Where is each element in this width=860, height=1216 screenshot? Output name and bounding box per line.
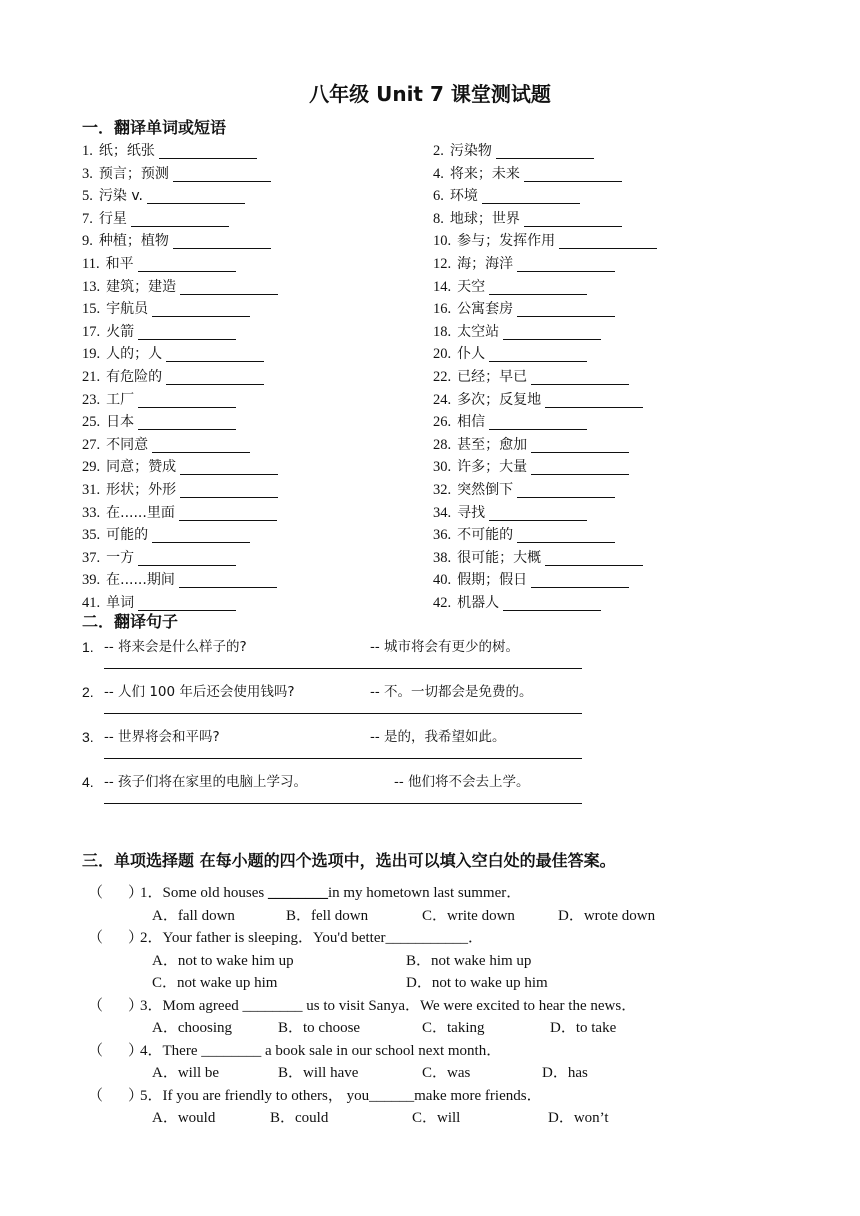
answer-line[interactable] (104, 713, 582, 714)
vocab-number: 13. (82, 278, 101, 295)
answer-blank[interactable] (489, 504, 587, 521)
vocab-item (82, 343, 264, 365)
options-row (88, 905, 688, 928)
sentence-question: -- 孩子们将在家里的电脑上学习。 (104, 774, 308, 790)
vocab-number: 31. (82, 481, 101, 498)
vocab-number: 11. (82, 255, 100, 272)
answer-blank[interactable] (489, 345, 587, 362)
vocab-prompt: 公寓套房 (457, 301, 514, 318)
vocab-number: 5. (82, 188, 93, 205)
vocab-number: 36. (433, 527, 452, 544)
vocab-row (82, 389, 722, 412)
answer-blank[interactable] (180, 278, 278, 295)
sentence-number: 2. (82, 684, 94, 700)
vocab-number: 27. (82, 436, 101, 453)
answer-blank[interactable] (517, 300, 615, 317)
vocab-item (433, 524, 615, 546)
option-a[interactable]: A．not to wake him up (152, 952, 294, 969)
question-text-before: Your father is sleeping．You'd better (162, 930, 386, 946)
question-text-before: Mom agreed (162, 997, 243, 1014)
question-blank: ________ (201, 1042, 262, 1059)
vocab-item (433, 276, 587, 298)
sentence-number: 3. (82, 729, 94, 745)
vocab-number: 6. (433, 188, 444, 205)
answer-blank[interactable] (173, 165, 271, 182)
vocab-number: 34. (433, 504, 452, 521)
vocab-row (82, 140, 722, 163)
question-text-after: in my hometown last summer． (327, 885, 522, 901)
answer-blank[interactable] (531, 436, 629, 453)
vocab-number: 18. (433, 323, 452, 340)
vocab-item (82, 547, 236, 569)
answer-line[interactable] (104, 668, 582, 669)
answer-blank[interactable] (517, 526, 615, 543)
sentence-answer: -- 城市将会有更少的树。 (370, 639, 520, 655)
vocab-prompt: 不同意 (106, 436, 149, 453)
vocab-item (433, 569, 629, 591)
option-c[interactable]: C．was (422, 1065, 471, 1081)
vocab-prompt: 参与；发挥作用 (457, 233, 556, 250)
answer-blank[interactable] (166, 345, 264, 362)
answer-paren-left[interactable]: （ (88, 1087, 104, 1104)
vocab-row (82, 569, 722, 592)
vocab-number: 9. (82, 233, 93, 250)
vocab-prompt: 环境 (449, 188, 478, 205)
vocab-number: 23. (82, 391, 101, 408)
vocab-prompt: 很可能；大概 (457, 549, 542, 566)
vocab-row (82, 163, 722, 186)
answer-blank[interactable] (503, 323, 601, 340)
answer-blank[interactable] (559, 232, 657, 249)
options-row (88, 1107, 688, 1130)
option-c[interactable]: C．not wake up him (152, 975, 278, 991)
answer-blank[interactable] (517, 481, 615, 498)
vocab-row (82, 230, 722, 253)
vocab-item (82, 524, 250, 546)
answer-blank[interactable] (179, 571, 277, 588)
option-a[interactable]: A．choosing (152, 1020, 232, 1036)
option-b[interactable]: B．could (270, 1110, 329, 1126)
question-text-after: us to visit Sanya．We were excited to hear the news． (302, 997, 637, 1014)
option-d[interactable]: D．has (542, 1065, 588, 1081)
vocab-item (82, 208, 229, 230)
sentence-number: 4. (82, 774, 94, 790)
question-text-after: a book sale in our school next month． (261, 1042, 502, 1059)
vocab-row (82, 253, 722, 276)
answer-blank[interactable] (489, 278, 587, 295)
question-number: 2． (140, 930, 163, 946)
vocab-number: 7. (82, 210, 93, 227)
vocab-item (433, 298, 615, 320)
answer-paren-right: ） (128, 1042, 144, 1059)
answer-blank[interactable] (152, 436, 250, 453)
vocab-number: 14. (433, 278, 452, 295)
vocab-item (82, 569, 277, 591)
question-text-after: ． (468, 930, 484, 946)
vocab-item (433, 321, 601, 343)
vocab-item (82, 321, 236, 343)
vocab-row (82, 434, 722, 457)
answer-blank[interactable] (517, 255, 615, 272)
answer-paren-left[interactable]: （ (88, 885, 104, 901)
answer-blank[interactable] (531, 571, 629, 588)
answer-blank[interactable] (489, 413, 587, 430)
vocab-number: 4. (433, 165, 444, 182)
answer-blank[interactable] (482, 187, 580, 204)
vocab-item (82, 366, 264, 388)
answer-paren-left[interactable]: （ (88, 1042, 104, 1059)
answer-blank[interactable] (180, 458, 278, 475)
vocab-prompt: 预言；预测 (98, 165, 169, 182)
section-2-heading: 二．翻译句子 (82, 612, 179, 631)
vocab-prompt: 机器人 (457, 594, 500, 611)
answer-paren-right: ） (128, 885, 144, 901)
vocab-item (433, 592, 601, 614)
vocab-prompt: 有危险的 (106, 368, 163, 385)
vocab-prompt: 太空站 (457, 323, 500, 340)
answer-blank[interactable] (138, 549, 236, 566)
vocab-prompt: 许多；大量 (457, 459, 528, 476)
options-row (88, 1017, 688, 1040)
question-text (140, 1040, 501, 1063)
option-d[interactable]: D．to take (550, 1020, 617, 1036)
option-d[interactable]: D．not to wake up him (406, 975, 548, 991)
vocab-row (82, 411, 722, 434)
vocab-prompt: 已经；早已 (457, 368, 528, 385)
sentence-question: -- 人们 100 年后还会使用钱吗? (104, 684, 295, 700)
vocab-item (433, 502, 587, 524)
answer-blank[interactable] (138, 594, 236, 611)
question-blank: ________ (242, 997, 303, 1014)
vocab-row (82, 547, 722, 570)
vocab-prompt: 纸；纸张 (98, 143, 155, 159)
vocab-row (82, 298, 722, 321)
vocab-prompt: 在......期间 (106, 572, 175, 589)
sentence-answer: -- 他们将不会去上学。 (394, 774, 530, 790)
question-text-before: There (162, 1042, 202, 1059)
vocab-number: 12. (433, 255, 452, 272)
section-1-heading: 一．翻译单词或短语 (82, 118, 227, 137)
vocab-prompt: 同意；赞成 (106, 459, 177, 476)
page-title: 八年级 Unit 7 课堂测试题 (309, 82, 551, 106)
vocab-prompt: 日本 (106, 414, 135, 431)
vocab-item (82, 298, 250, 320)
answer-blank[interactable] (147, 187, 245, 204)
option-b[interactable]: B．to choose (278, 1020, 361, 1036)
sentence-question: -- 将来会是什么样子的? (104, 639, 247, 655)
vocab-number: 25. (82, 414, 101, 431)
vocab-prompt: 种植；植物 (98, 233, 169, 250)
vocab-row (82, 479, 722, 502)
vocab-number: 20. (433, 346, 452, 363)
answer-blank[interactable] (496, 142, 594, 159)
option-a[interactable]: A．will be (152, 1065, 220, 1081)
option-a[interactable]: A．would (152, 1110, 216, 1126)
vocab-number: 24. (433, 391, 452, 408)
vocab-prompt: 形状；外形 (106, 481, 177, 498)
sentence-item-4 (82, 772, 592, 812)
answer-blank[interactable] (159, 142, 257, 159)
option-b[interactable]: B．fell down (286, 907, 369, 924)
vocab-item (433, 479, 615, 501)
options-row (88, 1062, 688, 1085)
vocab-prompt: 甚至；愈加 (457, 436, 528, 453)
vocab-number: 1. (82, 143, 93, 159)
question-text (140, 995, 636, 1018)
answer-paren-right: ） (128, 997, 144, 1014)
answer-blank[interactable] (180, 481, 278, 498)
vocab-item (82, 253, 236, 275)
vocab-item (433, 366, 629, 388)
vocab-number: 30. (433, 459, 452, 476)
vocab-item (433, 456, 629, 478)
answer-blank[interactable] (173, 232, 271, 249)
vocab-number: 28. (433, 436, 452, 453)
answer-blank[interactable] (138, 413, 236, 430)
option-b[interactable]: B．not wake him up (406, 952, 532, 969)
vocab-row (82, 321, 722, 344)
question-5 (88, 1085, 688, 1108)
vocab-prompt: 在......里面 (106, 504, 175, 521)
vocab-item (82, 230, 271, 252)
vocab-item (433, 140, 594, 162)
vocab-prompt: 人的；人 (106, 346, 163, 363)
answer-blank[interactable] (138, 391, 236, 408)
vocab-prompt: 工厂 (106, 391, 135, 408)
option-c[interactable]: C．will (412, 1110, 461, 1126)
vocab-row (82, 208, 722, 231)
vocab-prompt: 寻找 (457, 504, 486, 521)
vocab-prompt: 海；海洋 (457, 255, 514, 272)
section-3-heading: 三．单项选择题 在每小题的四个选项中，选出可以填入空白处的最佳答案。 (82, 851, 616, 870)
vocab-item (433, 185, 580, 207)
answer-blank[interactable] (138, 255, 236, 272)
question-text (140, 927, 483, 950)
answer-blank[interactable] (152, 300, 250, 317)
vocab-row (82, 343, 722, 366)
vocab-prompt: 假期；假日 (457, 572, 528, 589)
vocab-prompt: 天空 (457, 278, 486, 295)
answer-blank[interactable] (138, 323, 236, 340)
vocab-number: 8. (433, 210, 444, 227)
vocab-number: 22. (433, 368, 452, 385)
vocab-number: 19. (82, 346, 101, 363)
option-a[interactable]: A．fall down (152, 907, 235, 924)
answer-blank[interactable] (524, 165, 622, 182)
vocab-prompt: 宇航员 (106, 301, 149, 318)
vocab-prompt: 地球；世界 (449, 210, 520, 227)
vocab-number: 29. (82, 459, 101, 476)
sentence-item-3 (82, 727, 592, 767)
vocab-number: 17. (82, 323, 101, 340)
vocab-number: 41. (82, 594, 101, 611)
vocab-item (82, 434, 250, 456)
answer-blank[interactable] (524, 210, 622, 227)
vocab-number: 2. (433, 143, 444, 159)
vocab-item (82, 140, 257, 162)
vocab-number: 26. (433, 414, 452, 431)
sentence-question: -- 世界将会和平吗? (104, 729, 220, 745)
vocab-prompt: 一方 (106, 549, 135, 566)
vocab-item (82, 502, 277, 524)
answer-blank[interactable] (131, 210, 229, 227)
answer-blank[interactable] (152, 526, 250, 543)
vocab-item (82, 389, 236, 411)
question-number: 1． (140, 885, 163, 901)
sentence-item-1 (82, 637, 592, 677)
vocab-row (82, 502, 722, 525)
vocab-row (82, 456, 722, 479)
question-number: 3． (140, 997, 163, 1014)
question-text (140, 882, 521, 905)
answer-paren-right: ） (128, 1087, 144, 1104)
vocab-number: 40. (433, 572, 452, 589)
sentence-answer: -- 不。一切都会是免费的。 (370, 684, 533, 700)
answer-blank[interactable] (531, 368, 629, 385)
vocab-row (82, 185, 722, 208)
answer-blank[interactable] (503, 594, 601, 611)
vocab-item (433, 343, 587, 365)
vocab-item (433, 230, 657, 252)
answer-blank[interactable] (545, 549, 643, 566)
vocab-prompt: 突然倒下 (457, 481, 514, 498)
vocab-number: 21. (82, 368, 101, 385)
question-4 (88, 1040, 688, 1063)
vocab-item (82, 276, 278, 298)
vocab-item (433, 389, 643, 411)
vocab-prompt: 污染 v. (98, 188, 143, 205)
answer-line[interactable] (104, 803, 582, 804)
vocab-item (433, 253, 615, 275)
vocab-prompt: 将来；未来 (449, 165, 520, 182)
vocab-number: 42. (433, 594, 452, 611)
question-3 (88, 995, 688, 1018)
question-text (140, 1085, 542, 1108)
answer-paren-left[interactable]: （ (88, 930, 104, 946)
vocab-item (433, 208, 622, 230)
answer-blank[interactable] (531, 458, 629, 475)
options-row (88, 950, 688, 973)
vocab-prompt: 相信 (457, 414, 486, 431)
options-row (88, 972, 688, 995)
vocab-prompt: 多次；反复地 (457, 391, 542, 408)
vocab-item (433, 434, 629, 456)
answer-blank[interactable] (166, 368, 264, 385)
answer-blank[interactable] (179, 504, 277, 521)
vocab-item (82, 479, 278, 501)
vocab-prompt: 仆人 (457, 346, 486, 363)
option-d[interactable]: D．wrote down (558, 907, 656, 924)
question-1 (88, 882, 688, 905)
vocab-number: 32. (433, 481, 452, 498)
sentence-answer: -- 是的，我希望如此。 (370, 729, 506, 745)
answer-paren-left[interactable]: （ (88, 997, 104, 1014)
multiple-choice-list (88, 882, 688, 1130)
vocabulary-list (82, 140, 722, 614)
vocab-number: 39. (82, 572, 101, 589)
vocab-number: 15. (82, 301, 101, 318)
question-text-before: If you are friendly to others， you (162, 1087, 370, 1104)
question-blank: ______ (369, 1087, 415, 1104)
question-blank: ________ (267, 885, 328, 901)
question-number: 4． (140, 1042, 163, 1059)
vocab-item (82, 185, 245, 207)
question-text-after: make more friends． (414, 1087, 542, 1104)
vocab-prompt: 污染物 (449, 143, 492, 159)
option-b[interactable]: B．will have (278, 1065, 359, 1081)
vocab-number: 33. (82, 504, 101, 521)
vocab-prompt: 行星 (98, 210, 127, 227)
vocab-prompt: 单词 (106, 594, 135, 611)
vocab-number: 35. (82, 527, 101, 544)
question-2 (88, 927, 688, 950)
vocab-prompt: 可能的 (106, 527, 149, 544)
answer-paren-right: ） (128, 930, 144, 946)
vocab-item (433, 547, 643, 569)
option-c[interactable]: C．write down (422, 907, 515, 924)
answer-line[interactable] (104, 758, 582, 759)
sentence-item-2 (82, 682, 592, 722)
vocab-item (82, 163, 271, 185)
question-text-before: Some old houses (162, 885, 268, 901)
vocab-item (433, 411, 587, 433)
vocab-row (82, 366, 722, 389)
option-d[interactable]: D．won’t (548, 1110, 609, 1126)
question-blank: ___________ (385, 930, 468, 946)
vocab-prompt: 不可能的 (457, 527, 514, 544)
vocab-number: 10. (433, 233, 452, 250)
vocab-number: 37. (82, 549, 101, 566)
vocab-prompt: 建筑；建造 (106, 278, 177, 295)
vocab-number: 3. (82, 165, 93, 182)
answer-blank[interactable] (545, 391, 643, 408)
vocab-number: 38. (433, 549, 452, 566)
vocab-item (82, 456, 278, 478)
option-c[interactable]: C．taking (422, 1020, 485, 1036)
vocab-prompt: 火箭 (106, 323, 135, 340)
vocab-item (82, 411, 236, 433)
question-number: 5． (140, 1087, 163, 1104)
vocab-row (82, 276, 722, 299)
vocab-row (82, 524, 722, 547)
vocab-number: 16. (433, 301, 452, 318)
vocab-prompt: 和平 (105, 255, 134, 272)
sentence-number: 1. (82, 639, 94, 655)
vocab-item (433, 163, 622, 185)
